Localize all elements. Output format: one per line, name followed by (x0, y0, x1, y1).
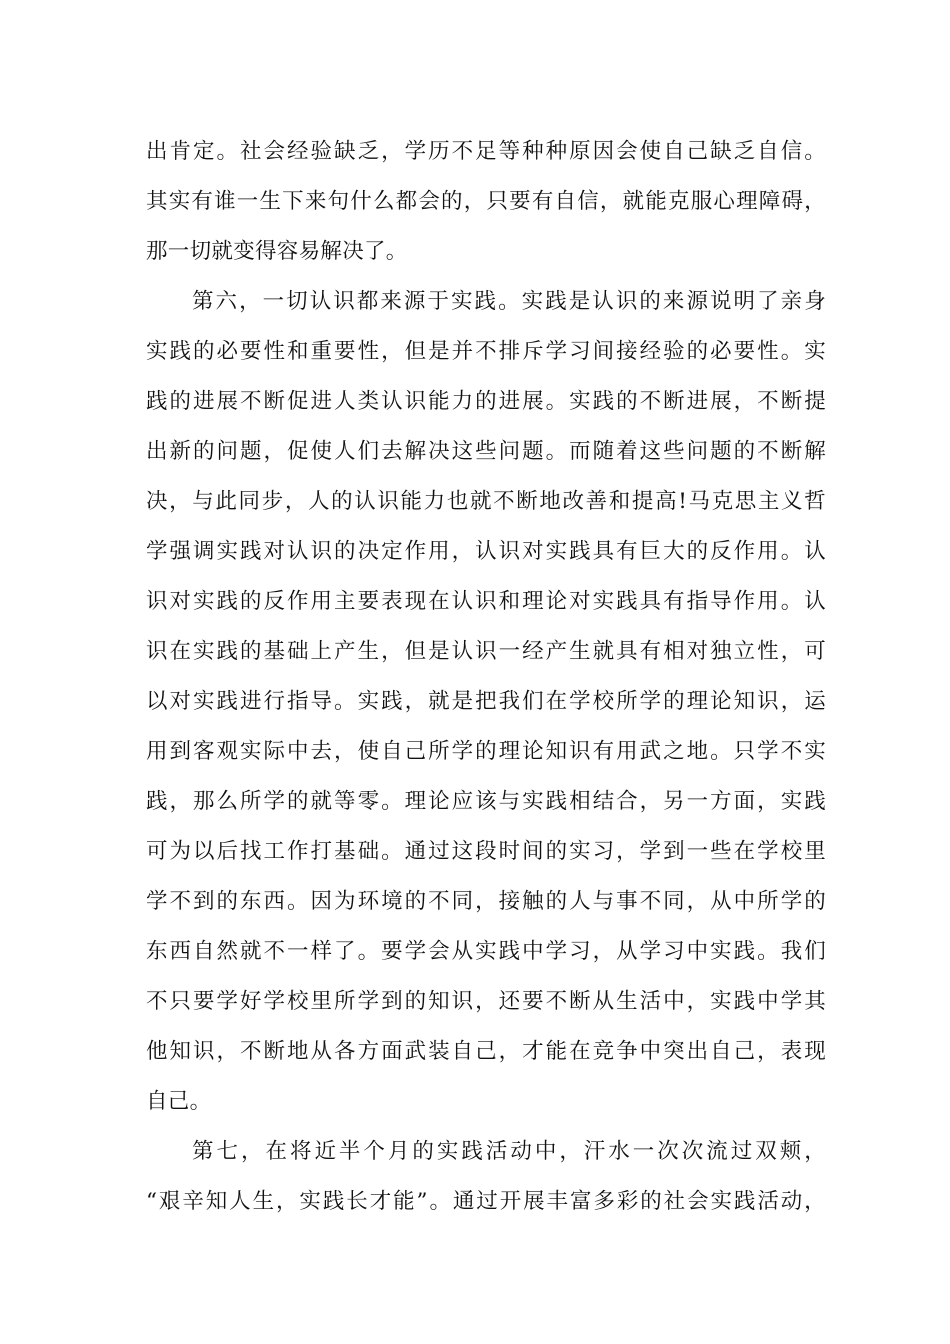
text-line: 出肯定。社会经验缺乏，学历不足等种种原因会使自己缺乏自信。 (146, 139, 826, 164)
paragraph-first-line: 第七，在将近半个月的实践活动中，汗水一次次流过双颊， (192, 1139, 826, 1164)
text-line: 他知识，不断地从各方面武装自己，才能在竞争中突出自己，表现 (146, 1039, 826, 1064)
text-line: 学强调实践对认识的决定作用，认识对实践具有巨大的反作用。认 (146, 539, 826, 564)
text-line: 践的进展不断促进人类认识能力的进展。实践的不断进展，不断提 (146, 389, 826, 414)
text-line: 决，与此同步，人的认识能力也就不断地改善和提高!马克思主义哲 (146, 489, 826, 514)
text-line: 识在实践的基础上产生，但是认识一经产生就具有相对独立性，可 (146, 639, 826, 664)
text-line: 不只要学好学校里所学到的知识，还要不断从生活中，实践中学其 (146, 989, 826, 1014)
text-line: 以对实践进行指导。实践，就是把我们在学校所学的理论知识，运 (146, 689, 826, 714)
text-line: “艰辛知人生，实践长才能”。通过开展丰富多彩的社会实践活动， (146, 1189, 826, 1214)
text-line: 出新的问题，促使人们去解决这些问题。而随着这些问题的不断解 (146, 439, 826, 464)
text-line: 可为以后找工作打基础。通过这段时间的实习，学到一些在学校里 (146, 839, 826, 864)
text-line: 识对实践的反作用主要表现在认识和理论对实践具有指导作用。认 (146, 589, 826, 614)
text-line: 那一切就变得容易解决了。 (146, 239, 408, 264)
text-line: 实践的必要性和重要性，但是并不排斥学习间接经验的必要性。实 (146, 339, 826, 364)
text-line: 践，那么所学的就等零。理论应该与实践相结合，另一方面，实践 (146, 789, 826, 814)
paragraph-first-line: 第六，一切认识都来源于实践。实践是认识的来源说明了亲身 (192, 289, 826, 314)
text-line: 用到客观实际中去，使自己所学的理论知识有用武之地。只学不实 (146, 739, 826, 764)
text-line: 自己。 (146, 1089, 212, 1114)
text-line: 其实有谁一生下来句什么都会的，只要有自信，就能克服心理障碍， (146, 189, 826, 214)
text-line: 学不到的东西。因为环境的不同，接触的人与事不同，从中所学的 (146, 889, 826, 914)
text-line: 东西自然就不一样了。要学会从实践中学习，从学习中实践。我们 (146, 939, 826, 964)
